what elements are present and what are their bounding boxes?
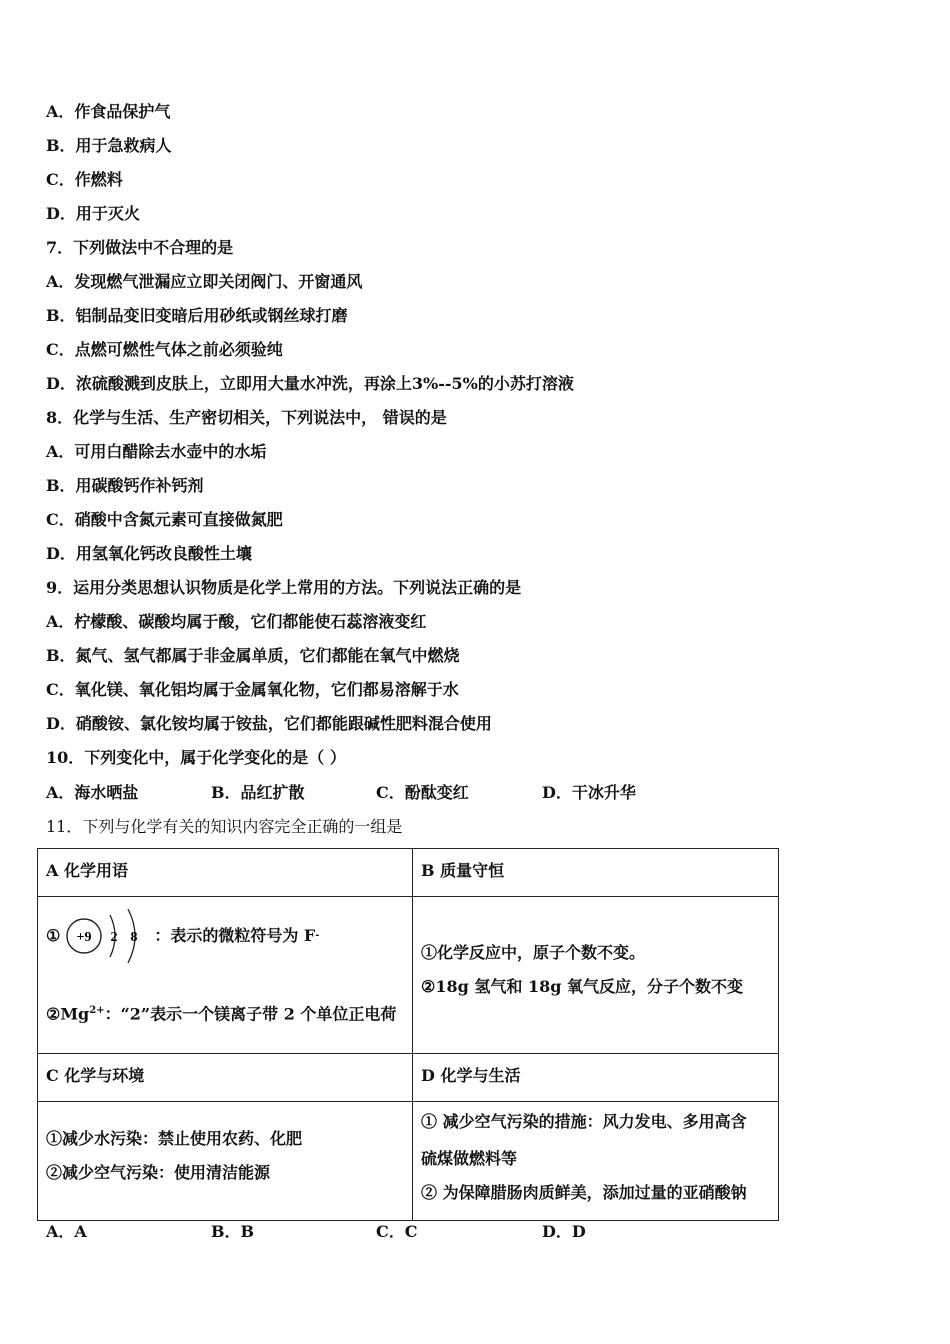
q9-option-d: D．硝酸铵、氯化铵均属于铵盐，它们都能跟碱性肥料混合使用 <box>46 714 492 733</box>
b-line-2: ②18g 氢气和 18g 氧气反应，分子个数不变 <box>421 977 743 996</box>
q8-stem: 8．化学与生活、生产密切相关，下列说法中， 错误的是 <box>46 408 447 427</box>
q10-options <box>46 783 746 803</box>
d-line-3: ② 为保障腊肠肉质鲜美，添加过量的亚硝酸钠 <box>421 1183 747 1202</box>
c-line-2: ②减少空气污染：使用清洁能源 <box>46 1163 271 1182</box>
q10-option-c: C．酚酞变红 <box>376 783 469 802</box>
atom-nucleus-label: +9 <box>76 930 92 945</box>
q9-option-c: C．氧化镁、氧化铝均属于金属氧化物，它们都易溶解于水 <box>46 680 459 699</box>
cell-b-content <box>413 897 779 1054</box>
q8-option-a: A．可用白醋除去水壶中的水垢 <box>46 442 267 461</box>
cell-c-content <box>38 1102 413 1221</box>
d-line-1: ① 减少空气污染的措施：风力发电、多用高含 <box>421 1112 747 1131</box>
cell-a-title: A 化学用语 <box>38 849 413 897</box>
q8-option-d: D．用氢氧化钙改良酸性土壤 <box>46 544 252 563</box>
q7-option-a: A．发现燃气泄漏应立即关闭阀门、开窗通风 <box>46 272 363 291</box>
q9-stem: 9．运用分类思想认识物质是化学上常用的方法。下列说法正确的是 <box>46 578 522 597</box>
q10-stem: 10．下列变化中，属于化学变化的是（ ） <box>46 748 346 767</box>
q11-option-c: C．C <box>376 1222 418 1241</box>
q8-option-b: B．用碳酸钙作补钙剂 <box>46 476 204 495</box>
q11-option-d: D．D <box>542 1222 586 1241</box>
a-line-1: ① +9 2 8 ：表示的微粒符号为 F - <box>46 905 404 967</box>
q7-option-c: C．点燃可燃性气体之前必须验纯 <box>46 340 283 359</box>
q7-option-b: B．铝制品变旧变暗后用砂纸或钢丝球打磨 <box>46 306 348 325</box>
cell-d-title: D 化学与生活 <box>413 1054 779 1102</box>
a-line-2: $②Mg^{2+}$：“2”表示一个镁离子带 2 个单位正电荷 <box>46 1004 397 1024</box>
cell-a-content <box>38 897 413 1054</box>
atom-shell-1-count: 2 <box>110 930 118 945</box>
q8-option-c: C．硝酸中含氮元素可直接做氮肥 <box>46 510 283 529</box>
q11-table <box>37 848 779 1221</box>
q10-option-d: D．干冰升华 <box>542 783 636 802</box>
q6-option-a: A．作食品保护气 <box>46 102 171 121</box>
atom-shell-2-count: 8 <box>130 930 138 945</box>
q11-option-b: B．B <box>211 1222 255 1241</box>
q7-stem: 7．下列做法中不合理的是 <box>46 238 234 257</box>
cell-b-title: B 质量守恒 <box>413 849 779 897</box>
atom-structure-diagram <box>64 907 150 965</box>
q9-option-a: A．柠檬酸、碳酸均属于酸，它们都能使石蕊溶液变红 <box>46 612 427 631</box>
d-line-2: 硫煤做燃料等 <box>421 1149 518 1168</box>
b-line-1: ①化学反应中，原子个数不变。 <box>421 943 646 962</box>
q6-option-c: C．作燃料 <box>46 170 123 189</box>
cell-d-content <box>413 1102 779 1221</box>
q6-option-d: D．用于灭火 <box>46 204 140 223</box>
q11-stem: 11．下列与化学有关的知识内容完全正确的一组是 <box>46 817 403 836</box>
q7-option-d: D．浓硫酸溅到皮肤上，立即用大量水冲洗，再涂上3%--5%的小苏打溶液 <box>46 374 574 393</box>
q11-options <box>46 1222 746 1242</box>
q10-option-a: A．海水晒盐 <box>46 783 139 802</box>
c-line-1: ①减少水污染：禁止使用农药、化肥 <box>46 1129 303 1148</box>
q10-option-b: B．品红扩散 <box>211 783 305 802</box>
q6-option-b: B．用于急救病人 <box>46 136 172 155</box>
q11-option-a: A．A <box>46 1222 87 1241</box>
cell-c-title: C 化学与环境 <box>38 1054 413 1102</box>
q9-option-b: B．氮气、氢气都属于非金属单质，它们都能在氧气中燃烧 <box>46 646 460 665</box>
